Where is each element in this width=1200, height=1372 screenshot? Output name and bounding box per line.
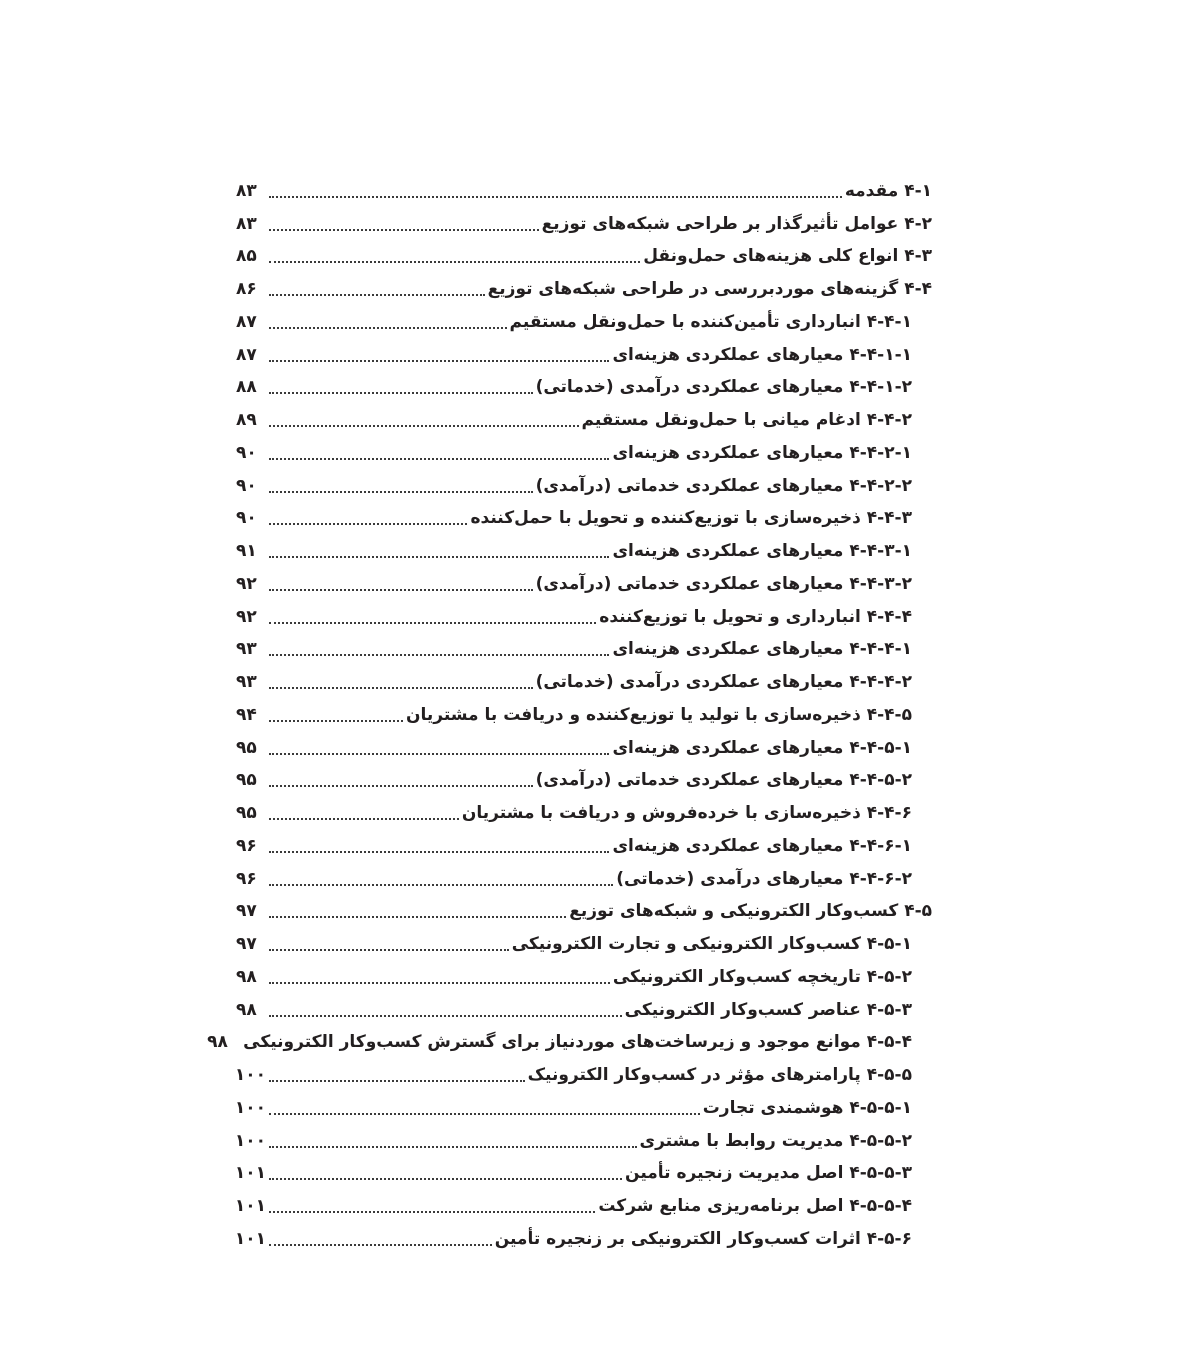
toc-entry-page-number: ۹۷ — [236, 934, 257, 955]
toc-entry-title: ۴-۲ عوامل تأثیرگذار بر طراحی شبکه‌های توزیع — [541, 213, 932, 234]
toc-entry — [236, 503, 932, 536]
toc-entry-page-number: ۹۸ — [236, 999, 257, 1020]
toc-entry — [236, 634, 932, 667]
toc-entry-title: ۴-۴-۳ ذخیره‌سازی با توزیع‌کننده و تحویل با حمل‌کننده — [470, 508, 912, 529]
dot-leader — [269, 261, 640, 263]
toc-entry-title: ۴-۵-۵-۲ مدیریت روابط با مشتری — [639, 1130, 912, 1151]
toc-entry — [236, 372, 932, 405]
dot-leader — [269, 982, 610, 984]
dot-leader — [269, 1080, 525, 1082]
toc-entry-page-number: ۸۳ — [236, 180, 257, 201]
dot-leader — [269, 720, 403, 722]
toc-entry-title: ۴-۴ گزینه‌های موردبررسی در طراحی شبکه‌های توزیع — [487, 279, 932, 300]
toc-entry — [236, 666, 932, 699]
toc-entry-title: ۴-۴-۶-۱ معیارهای عملکردی هزینه‌ای — [612, 835, 912, 856]
toc-entry-page-number: ۱۰۱ — [234, 1196, 266, 1217]
toc-entry — [236, 1223, 932, 1256]
dot-leader — [269, 949, 509, 951]
toc-entry-title: ۴-۳ انواع کلی هزینه‌های حمل‌ونقل — [643, 246, 932, 267]
toc-entry-title: ۴-۴-۴-۱ معیارهای عملکردی هزینه‌ای — [612, 639, 912, 660]
toc-entry-page-number: ۱۰۰ — [234, 1097, 266, 1118]
dot-leader — [269, 229, 539, 231]
dot-leader — [269, 589, 533, 591]
toc-entry — [236, 961, 932, 994]
toc-entry-title: ۴-۵-۳ عناصر کسب‌وکار الکترونیکی — [624, 999, 912, 1020]
toc-entry-page-number: ۹۰ — [236, 475, 257, 496]
dot-leader — [269, 753, 609, 755]
toc-entry — [236, 863, 932, 896]
toc-entry-page-number: ۹۰ — [236, 442, 257, 463]
toc-entry — [207, 1027, 932, 1060]
toc-entry-title: ۴-۴-۱-۱ معیارهای عملکردی هزینه‌ای — [612, 344, 912, 365]
toc-entry-title: ۴-۵-۶ اثرات کسب‌وکار الکترونیکی بر زنجیره تأمین — [494, 1228, 912, 1249]
toc-entry-page-number: ۹۷ — [236, 901, 257, 922]
toc-entry-page-number: ۹۶ — [236, 835, 257, 856]
toc-entry — [236, 208, 932, 241]
toc-entry — [236, 601, 932, 634]
toc-entry — [236, 404, 932, 437]
toc-entry-page-number: ۹۴ — [236, 704, 257, 725]
dot-leader — [269, 1211, 595, 1213]
toc-entry-page-number: ۱۰۱ — [234, 1163, 266, 1184]
toc-entry-page-number: ۹۸ — [207, 1032, 228, 1053]
dot-leader — [269, 327, 507, 329]
toc-entry-title: ۴-۴-۲ ادغام میانی با حمل‌ونقل مستقیم — [581, 410, 912, 431]
toc-entry-title: ۴-۴-۶ ذخیره‌سازی با خرده‌فروش و دریافت با مشتریان — [461, 803, 912, 824]
dot-leader — [269, 916, 566, 918]
toc-entry — [236, 535, 932, 568]
toc-entry-page-number: ۹۸ — [236, 966, 257, 987]
table-of-contents — [207, 175, 932, 1256]
toc-entry-page-number: ۹۳ — [236, 672, 257, 693]
toc-entry — [236, 306, 932, 339]
toc-entry-title: ۴-۴-۴ انبارداری و تحویل با توزیع‌کننده — [599, 606, 912, 627]
dot-leader — [269, 654, 609, 656]
toc-entry-title: ۴-۵ کسب‌وکار الکترونیکی و شبکه‌های توزیع — [569, 901, 932, 922]
dot-leader — [269, 360, 609, 362]
dot-leader — [269, 425, 579, 427]
toc-entry — [236, 241, 932, 274]
toc-entry-title: ۴-۴-۳-۲ معیارهای عملکردی خدماتی (درآمدی) — [535, 573, 912, 594]
toc-entry — [236, 1158, 932, 1191]
dot-leader — [269, 1146, 637, 1148]
toc-entry-page-number: ۱۰۱ — [234, 1228, 266, 1249]
toc-entry-title: ۴-۵-۲ تاریخچه کسب‌وکار الکترونیکی — [612, 966, 912, 987]
dot-leader — [269, 458, 609, 460]
dot-leader — [269, 392, 533, 394]
toc-entry-page-number: ۹۵ — [236, 803, 257, 824]
toc-entry-title: ۴-۴-۲-۱ معیارهای عملکردی هزینه‌ای — [612, 442, 912, 463]
toc-entry-title: ۴-۵-۵ پارامترهای مؤثر در کسب‌وکار الکترونیک — [527, 1065, 912, 1086]
toc-entry — [236, 994, 932, 1027]
toc-entry-title: ۴-۵-۵-۳ اصل مدیریت زنجیره تأمین — [625, 1163, 912, 1184]
toc-entry-page-number: ۹۰ — [236, 508, 257, 529]
toc-entry — [236, 339, 932, 372]
toc-entry-page-number: ۸۷ — [236, 311, 257, 332]
dot-leader — [269, 851, 609, 853]
toc-entry — [236, 896, 932, 929]
toc-entry-page-number: ۹۵ — [236, 770, 257, 791]
toc-entry — [236, 699, 932, 732]
dot-leader — [269, 818, 459, 820]
toc-entry-title: ۴-۴-۳-۱ معیارهای عملکردی هزینه‌ای — [612, 541, 912, 562]
toc-entry-title: ۴-۴-۱ انبارداری تأمین‌کننده با حمل‌ونقل مستقیم — [509, 311, 912, 332]
dot-leader — [269, 491, 533, 493]
toc-entry-title: ۴-۵-۱ کسب‌وکار الکترونیکی و تجارت الکترونیکی — [511, 934, 912, 955]
dot-leader — [269, 523, 467, 525]
toc-entry — [236, 1059, 932, 1092]
toc-entry-title: ۴-۴-۵-۲ معیارهای عملکردی خدماتی (درآمدی) — [535, 770, 912, 791]
toc-entry-page-number: ۸۷ — [236, 344, 257, 365]
toc-entry-page-number: ۹۶ — [236, 868, 257, 889]
toc-entry — [236, 765, 932, 798]
toc-entry-title: ۴-۴-۵ ذخیره‌سازی با تولید یا توزیع‌کننده و دریافت با مشتریان — [405, 704, 912, 725]
toc-entry-title: ۴-۴-۲-۲ معیارهای عملکردی خدماتی (درآمدی) — [535, 475, 912, 496]
toc-entry-page-number: ۹۵ — [236, 737, 257, 758]
toc-entry-page-number: ۹۳ — [236, 639, 257, 660]
toc-entry — [236, 1092, 932, 1125]
dot-leader — [269, 1178, 622, 1180]
toc-entry — [236, 1190, 932, 1223]
toc-entry-page-number: ۱۰۰ — [234, 1130, 266, 1151]
dot-leader — [269, 785, 533, 787]
toc-entry-page-number: ۸۶ — [236, 279, 257, 300]
toc-entry — [236, 273, 932, 306]
dot-leader — [269, 1015, 622, 1017]
toc-entry-title: ۴-۵-۵-۱ هوشمندی تجارت — [702, 1097, 912, 1118]
toc-entry-page-number: ۸۹ — [236, 410, 257, 431]
toc-entry — [236, 470, 932, 503]
toc-entry-page-number: ۸۳ — [236, 213, 257, 234]
toc-entry-page-number: ۹۲ — [236, 573, 257, 594]
dot-leader — [269, 1113, 700, 1115]
toc-entry-title: ۴-۴-۱-۲ معیارهای عملکردی درآمدی (خدماتی) — [535, 377, 912, 398]
toc-entry-title: ۴-۱ مقدمه — [844, 180, 932, 201]
dot-leader — [269, 294, 485, 296]
toc-entry-title: ۴-۴-۴-۲ معیارهای عملکردی درآمدی (خدماتی) — [535, 672, 912, 693]
dot-leader — [269, 556, 609, 558]
toc-entry-title: ۴-۴-۵-۱ معیارهای عملکردی هزینه‌ای — [612, 737, 912, 758]
toc-entry — [236, 175, 932, 208]
toc-entry — [236, 437, 932, 470]
toc-entry-title: ۴-۴-۶-۲ معیارهای درآمدی (خدماتی) — [616, 868, 912, 889]
toc-entry-page-number: ۹۲ — [236, 606, 257, 627]
dot-leader — [269, 622, 596, 624]
toc-entry — [236, 797, 932, 830]
toc-entry — [236, 1125, 932, 1158]
toc-entry — [236, 928, 932, 961]
dot-leader — [269, 687, 533, 689]
dot-leader — [269, 196, 842, 198]
toc-entry — [236, 568, 932, 601]
dot-leader — [269, 1244, 492, 1246]
toc-entry-page-number: ۸۸ — [236, 377, 257, 398]
toc-entry-page-number: ۱۰۰ — [234, 1065, 266, 1086]
toc-entry-title: ۴-۵-۵-۴ اصل برنامه‌ریزی منابع شرکت — [598, 1196, 912, 1217]
toc-entry — [236, 830, 932, 863]
dot-leader — [269, 884, 613, 886]
toc-entry-page-number: ۹۱ — [236, 541, 257, 562]
toc-entry-page-number: ۸۵ — [236, 246, 257, 267]
toc-entry-title: ۴-۵-۴ موانع موجود و زیرساخت‌های موردنیاز برای گسترش کسب‌وکار الکترونیکی — [243, 1032, 912, 1053]
toc-entry — [236, 732, 932, 765]
